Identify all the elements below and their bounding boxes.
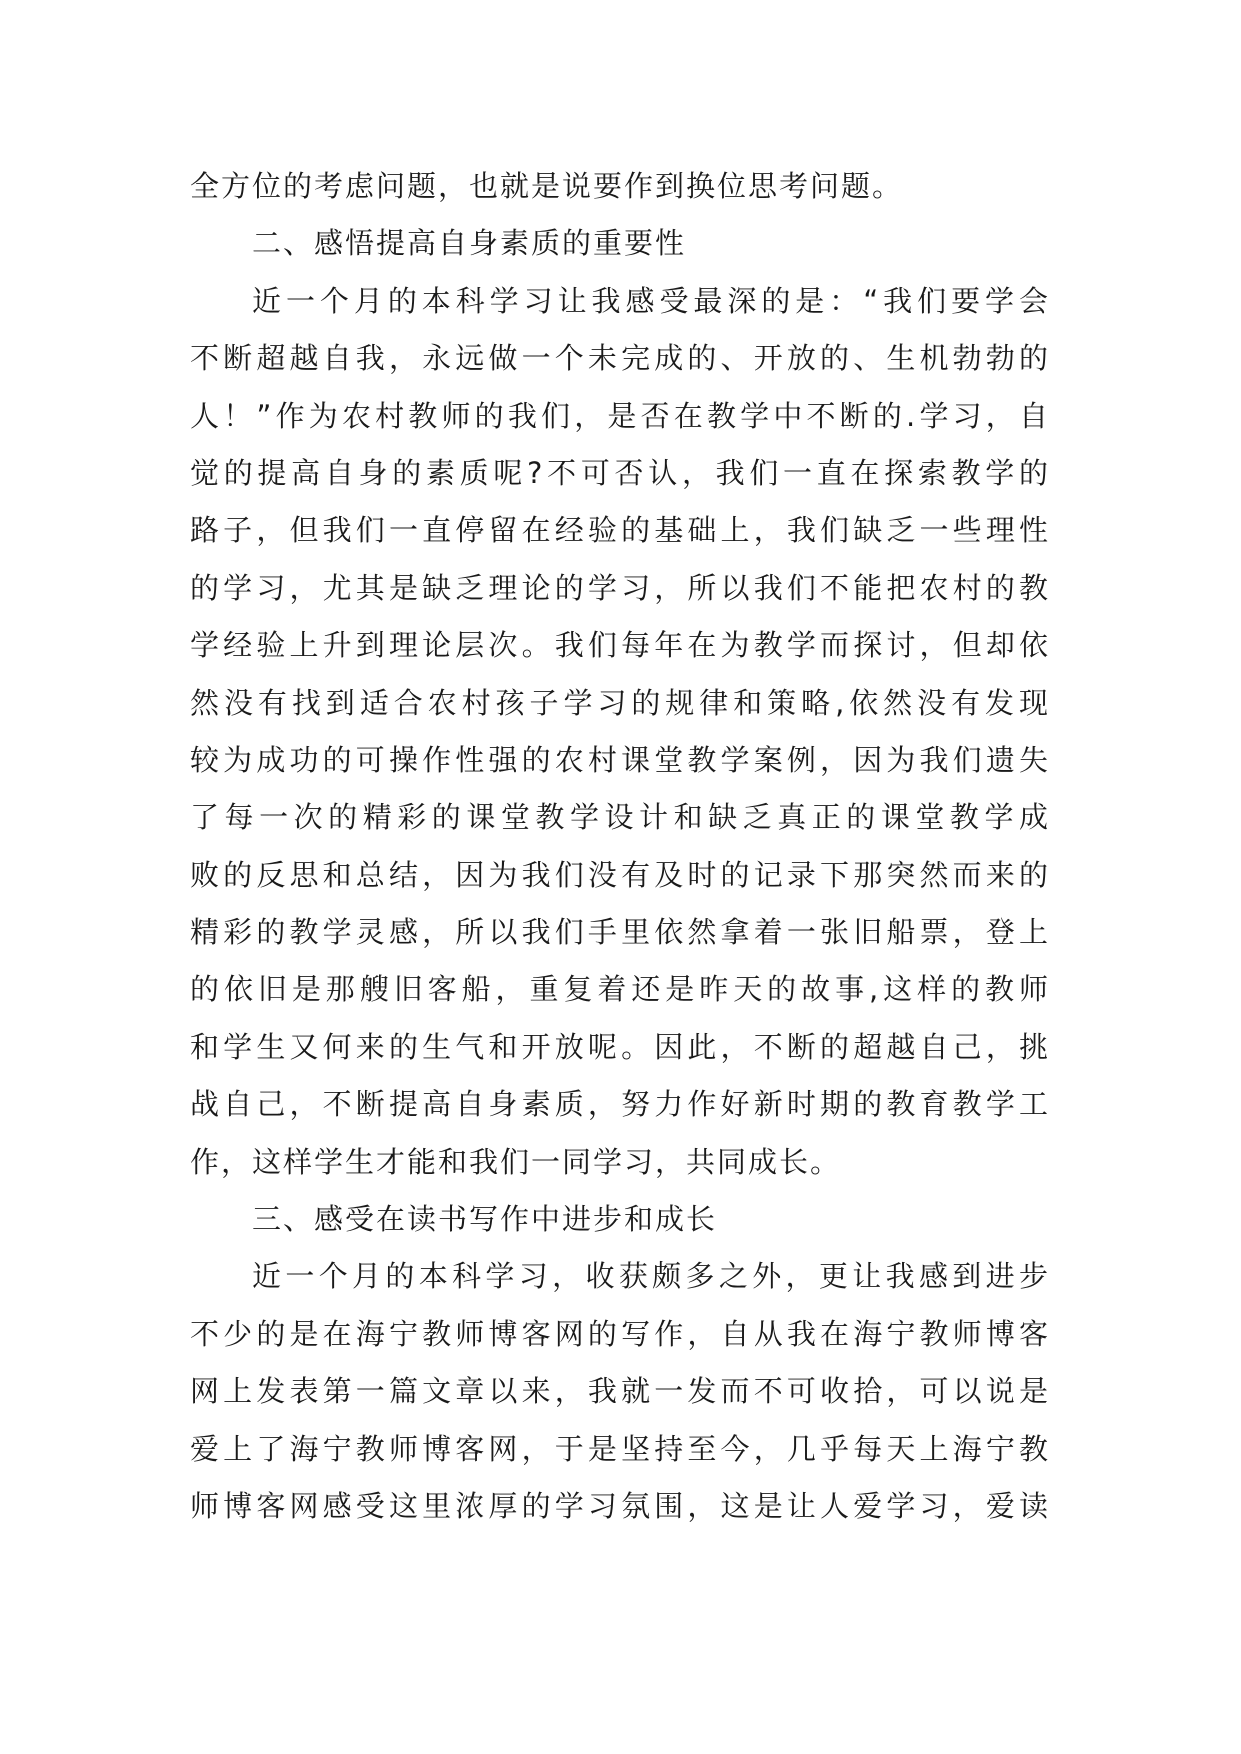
paragraph-line: 的学习，尤其是缺乏理论的学习，所以我们不能把农村的教 [190,570,1050,605]
paragraph-line: 不断超越自我，永远做一个未完成的、开放的、生机勃勃的 [190,341,1050,376]
paragraph-line: 精彩的教学灵感，所以我们手里依然拿着一张旧船票，登上 [190,915,1050,950]
body-text [190,158,1050,1535]
paragraph-line: 学经验上升到理论层次。我们每年在为教学而探讨，但却依 [190,628,1050,663]
paragraph-line: 近一个月的本科学习让我感受最深的是：“我们要学会 [252,283,1050,318]
paragraph-line: 爱上了海宁教师博客网，于是坚持至今，几乎每天上海宁教 [190,1431,1050,1466]
paragraph-line: 较为成功的可操作性强的农村课堂教学案例，因为我们遗失 [190,742,1050,777]
paragraph-line: 和学生又何来的生气和开放呢。因此，不断的超越自己，挑 [190,1029,1050,1064]
paragraph-line: 路子，但我们一直停留在经验的基础上，我们缺乏一些理性 [190,513,1050,548]
paragraph-line: 师博客网感受这里浓厚的学习氛围，这是让人爱学习，爱读 [190,1488,1050,1523]
paragraph-line: 败的反思和总结，因为我们没有及时的记录下那突然而来的 [190,857,1050,892]
section-heading-2: 二、感悟提高自身素质的重要性 [252,226,687,261]
paragraph-line: 不少的是在海宁教师博客网的写作，自从我在海宁教师博客 [190,1316,1050,1351]
paragraph-line: 网上发表第一篇文章以来，我就一发而不可收拾，可以说是 [190,1374,1050,1409]
paragraph-line: 作，这样学生才能和我们一同学习，共同成长。 [190,1144,842,1179]
paragraph-line: 然没有找到适合农村孩子学习的规律和策略,依然没有发现 [190,685,1050,720]
paragraph-line: 近一个月的本科学习，收获颇多之外，更让我感到进步 [252,1259,1050,1294]
paragraph-line: 战自己，不断提高自身素质，努力作好新时期的教育教学工 [190,1087,1050,1122]
paragraph-line: 了每一次的精彩的课堂教学设计和缺乏真正的课堂教学成 [190,800,1050,835]
section-heading-3: 三、感受在读书写作中进步和成长 [252,1202,718,1237]
paragraph-line: 全方位的考虑问题，也就是说要作到换位思考问题。 [190,169,904,203]
paragraph-line: 人！”作为农村教师的我们，是否在教学中不断的.学习，自 [190,398,1050,433]
paragraph-line: 觉的提高自身的素质呢?不可否认，我们一直在探索教学的 [190,455,1050,490]
paragraph-line: 的依旧是那艘旧客船，重复着还是昨天的故事,这样的教师 [190,972,1050,1007]
